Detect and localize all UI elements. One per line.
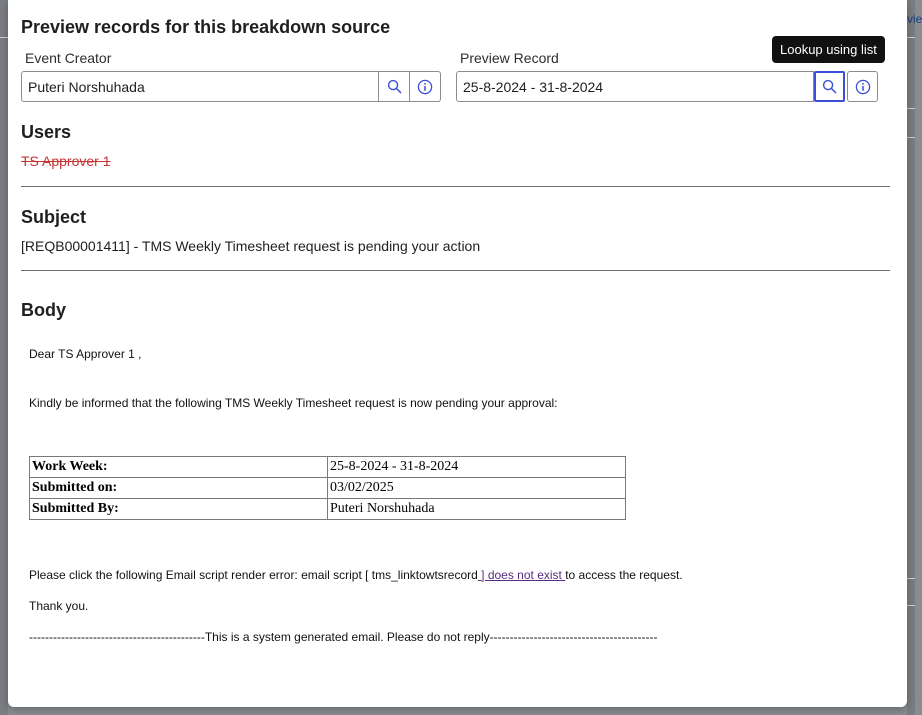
event-creator-label: Event Creator <box>25 50 112 66</box>
preview-dialog <box>8 0 907 707</box>
table-row <box>30 499 626 520</box>
request-details-table <box>29 456 626 520</box>
subject-divider <box>21 270 890 271</box>
event-creator-input[interactable] <box>21 71 379 102</box>
backdrop-line <box>907 137 915 138</box>
email-footer: --------------------------------------------This is a system generated email. Please do not reply------------------------------------------ <box>29 630 658 644</box>
table-value: 03/02/2025 <box>328 478 626 499</box>
email-intro: Kindly be informed that the following TMS Weekly Timesheet request is now pending your approval: <box>29 396 558 410</box>
record-link[interactable]: ] does not exist <box>477 568 566 582</box>
search-icon <box>822 79 837 94</box>
body-title: Body <box>21 300 66 320</box>
lookup-tooltip: Lookup using list <box>772 36 885 63</box>
backdrop-line <box>907 37 915 38</box>
dialog-title: Preview records for this breakdown source <box>21 17 391 37</box>
users-title: Users <box>21 122 72 142</box>
preview-record-lookup-button[interactable] <box>814 71 845 102</box>
email-greeting: Dear TS Approver 1 , <box>29 347 142 361</box>
click-prefix: Please click the following Email script render error: email script [ tms_linktowtsrecord <box>29 568 478 582</box>
table-value: Puteri Norshuhada <box>328 499 626 520</box>
table-value: 25-8-2024 - 31-8-2024 <box>328 457 626 478</box>
backdrop-line <box>0 37 8 38</box>
table-row <box>30 478 626 499</box>
event-creator-lookup-button[interactable] <box>379 71 410 102</box>
search-icon <box>387 79 402 94</box>
preview-record-input[interactable] <box>456 71 814 102</box>
click-suffix: to access the request. <box>565 568 683 582</box>
preview-record-group <box>456 71 878 102</box>
backdrop-line <box>907 578 915 579</box>
users-divider <box>21 186 890 187</box>
table-key: Submitted on: <box>30 478 328 499</box>
info-icon <box>417 79 433 95</box>
preview-record-label: Preview Record <box>460 50 559 66</box>
backdrop-line <box>907 108 915 109</box>
info-icon <box>855 79 871 95</box>
email-click-instruction <box>29 568 683 582</box>
subject-text: [REQB00001411] - TMS Weekly Timesheet request is pending your action <box>21 238 481 254</box>
subject-title: Subject <box>21 207 87 227</box>
backdrop-left <box>0 0 8 715</box>
table-key: Submitted By: <box>30 499 328 520</box>
user-item: TS Approver 1 <box>21 153 111 169</box>
table-row <box>30 457 626 478</box>
email-thanks: Thank you. <box>29 599 89 613</box>
table-key: Work Week: <box>30 457 328 478</box>
backdrop-line <box>907 605 915 606</box>
backdrop-right <box>907 0 922 715</box>
event-creator-info-button[interactable] <box>410 71 441 102</box>
preview-record-info-button[interactable] <box>847 71 878 102</box>
backdrop-peek-text: vie <box>907 12 922 26</box>
event-creator-group <box>21 71 441 102</box>
